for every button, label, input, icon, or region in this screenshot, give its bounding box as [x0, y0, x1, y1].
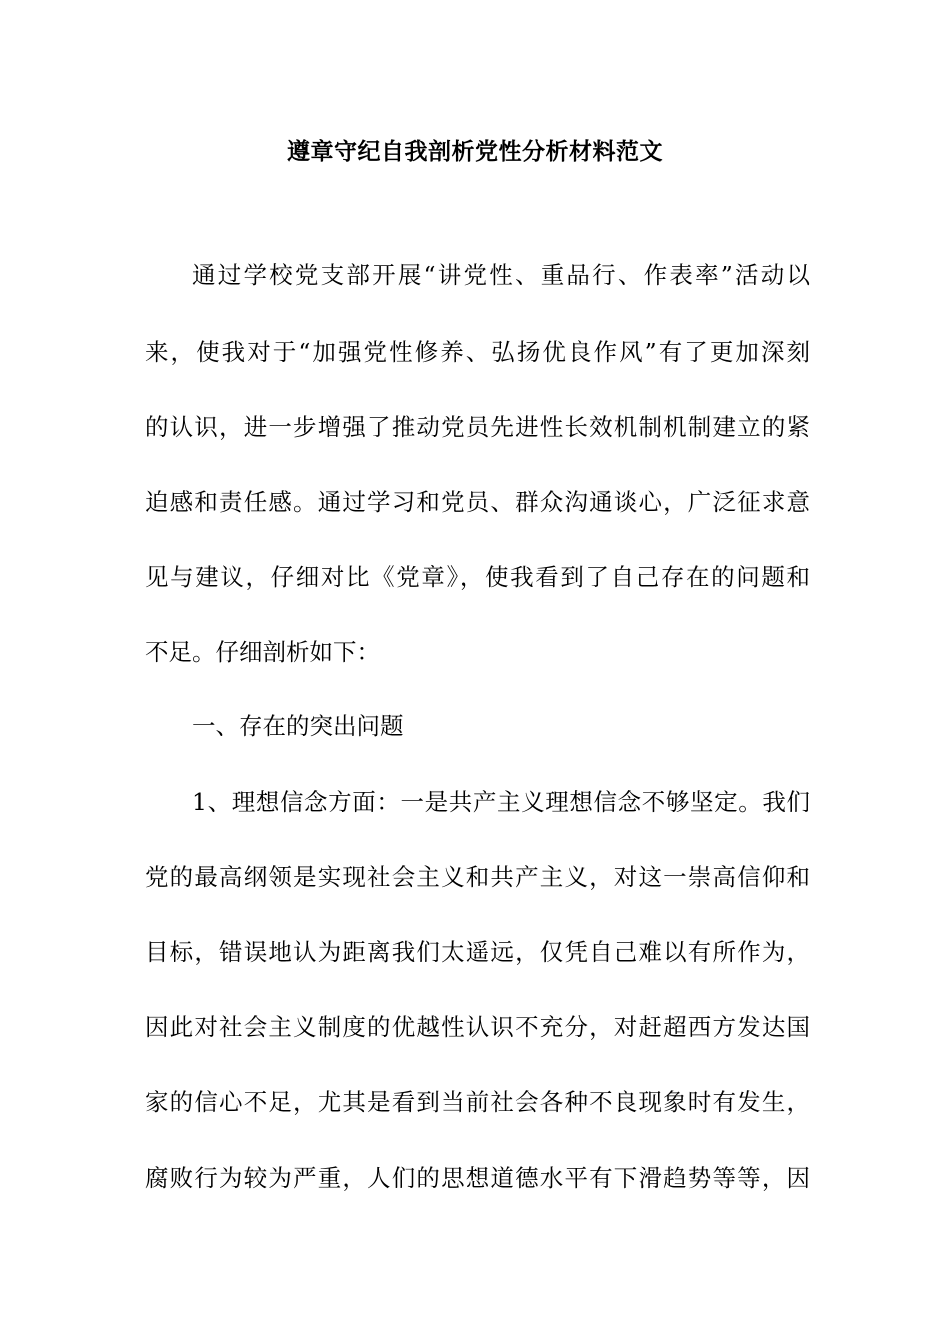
paragraph-line: 见与建议，仔细对比《党章》，使我看到了自己存在的问题和 [145, 563, 810, 591]
document-title: 遵章守纪自我剖析党性分析材料范文 [287, 138, 663, 165]
paragraph-line: 党的最高纲领是实现社会主义和共产主义，对这一崇高信仰和 [145, 863, 810, 891]
paragraph-line: 因此对社会主义制度的优越性认识不充分，对赶超西方发达国 [145, 1013, 810, 1041]
paragraph-line: 的认识，进一步增强了推动党员先进性长效机制机制建立的紧 [145, 413, 810, 441]
paragraph-line: 家的信心不足，尤其是看到当前社会各种不良现象时有发生， [145, 1088, 810, 1116]
paragraph-line: 目标，错误地认为距离我们太遥远，仅凭自己难以有所作为， [145, 938, 810, 966]
paragraph-line: 通过学校党支部开展“讲党性、重品行、作表率”活动以 [192, 261, 810, 289]
paragraph-line: 来，使我对于“加强党性修养、弘扬优良作风”有了更加深刻 [145, 338, 810, 366]
paragraph-line: 腐败行为较为严重，人们的思想道德水平有下滑趋势等等，因 [145, 1164, 810, 1192]
paragraph-line: 1、理想信念方面：一是共产主义理想信念不够坚定。我们 [192, 788, 810, 816]
paragraph-line: 不足。仔细剖析如下： [145, 638, 380, 666]
paragraph-line: 迫感和责任感。通过学习和党员、群众沟通谈心，广泛征求意 [145, 488, 810, 516]
section-heading: 一、存在的突出问题 [192, 712, 404, 740]
